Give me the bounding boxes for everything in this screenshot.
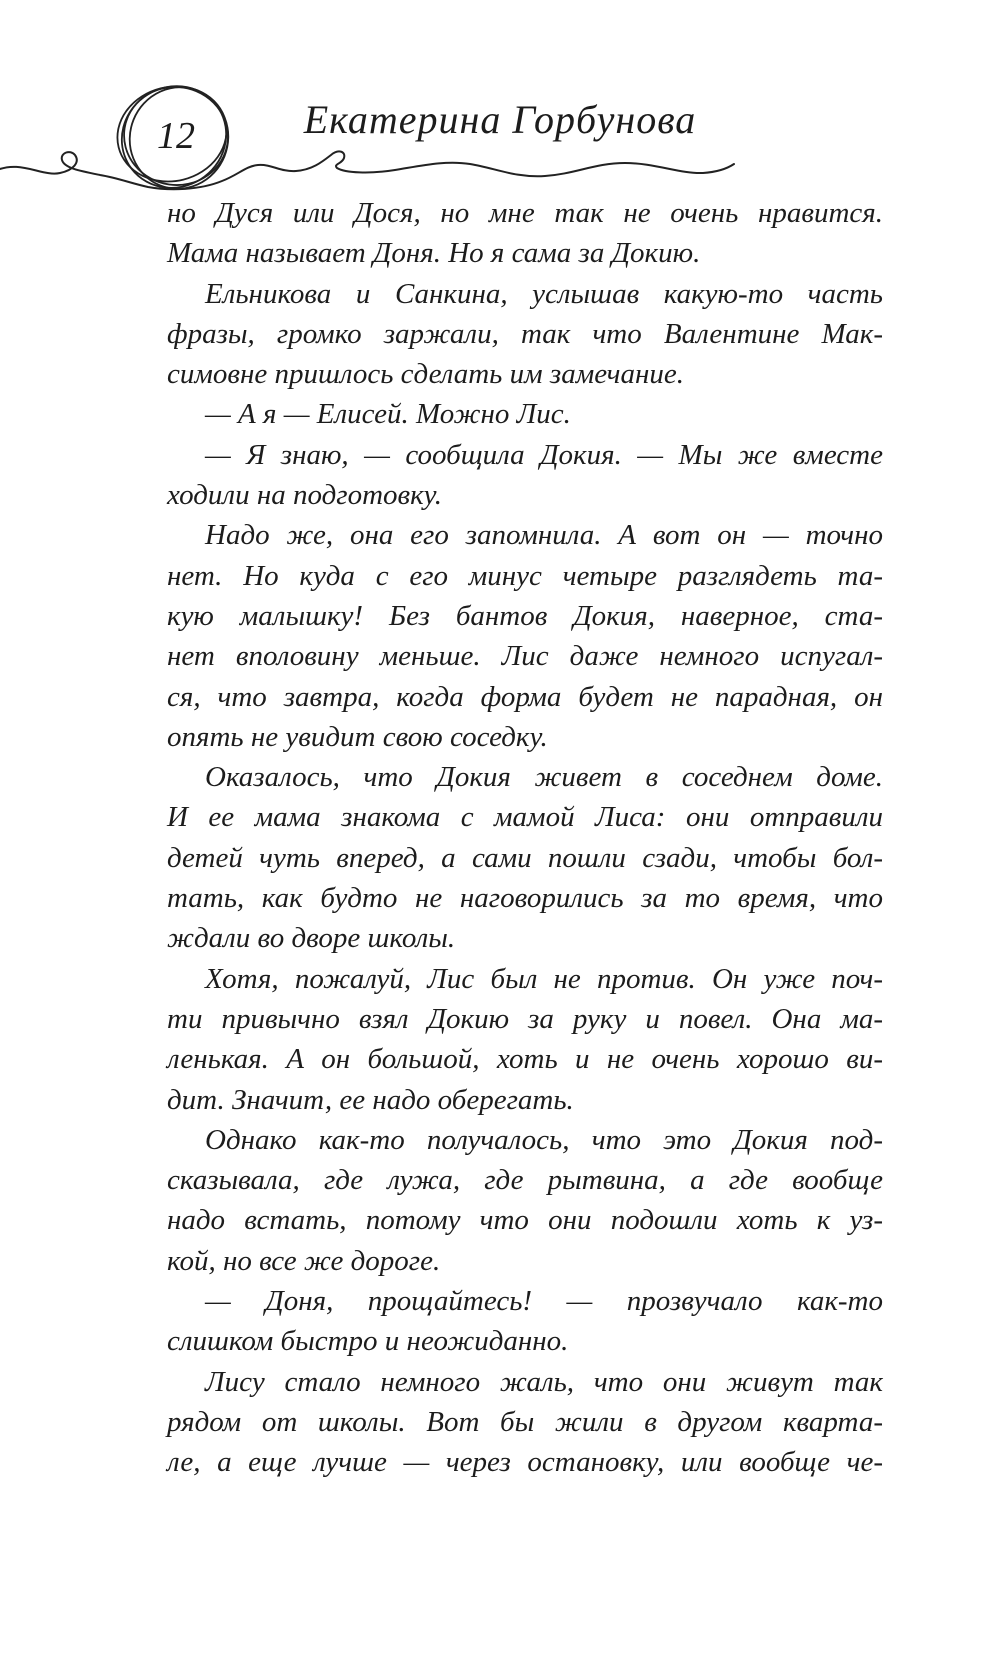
text-line: ся, что завтра, когда форма будет не парадная, он — [167, 680, 883, 713]
text-line: детей чуть вперед, а сами пошли сзади, чтобы бол- — [167, 841, 883, 874]
text-line: Лису стало немного жаль, что они живут так — [205, 1365, 883, 1398]
author-name: Екатерина Горбунова — [303, 97, 697, 142]
text-line: сказывала, где лужа, где рытвина, а где вообще — [167, 1164, 883, 1197]
text-line: рядом от школы. Вот бы жили в другом кварта- — [167, 1405, 883, 1438]
text-line: ти привычно взял Докию за руку и повел. Она ма- — [167, 1002, 883, 1035]
text-line: — А я — Елисей. Можно Лис. — [205, 398, 571, 431]
text-line: Мама называет Доня. Но я сама за Докию. — [167, 237, 701, 270]
page-number: 12 — [157, 115, 195, 157]
text-line: Однако как-то получалось, что это Докия под- — [205, 1123, 883, 1156]
text-line: ле, а еще лучше — через остановку, или вообще че- — [167, 1446, 883, 1479]
text-line: слишком быстро и неожиданно. — [167, 1325, 569, 1358]
text-line: — Я знаю, — сообщила Докия. — Мы же вместе — [205, 438, 883, 471]
text-line: ждали во дворе школы. — [167, 922, 456, 955]
text-line: нет вполовину меньше. Лис даже немного испугал- — [167, 640, 883, 673]
text-line: опять не увидит свою соседку. — [167, 720, 548, 753]
text-line: симовне пришлось сделать им замечание. — [167, 358, 685, 391]
text-line: но Дуся или Дося, но мне так не очень нравится. — [167, 197, 883, 229]
text-line: Хотя, пожалуй, Лис был не против. Он уже поч- — [205, 962, 883, 995]
text-line: Оказалось, что Докия живет в соседнем доме. — [205, 761, 883, 794]
text-line: тать, как будто не наговорились за то время, что — [167, 882, 883, 915]
text-line: надо встать, потому что они подошли хоть к уз- — [167, 1204, 883, 1237]
text-line: И ее мама знакома с мамой Лиса: они отправили — [167, 801, 883, 834]
wavy-line-ornament — [0, 151, 734, 189]
text-line: нет. Но куда с его минус четыре разглядеть та- — [167, 559, 883, 592]
body-text — [167, 193, 883, 1483]
text-line: Надо же, она его запомнила. А вот он — точно — [205, 519, 883, 552]
text-line: — Доня, прощайтесь! — прозвучало как-то — [205, 1285, 883, 1318]
text-line: кую малышку! Без бантов Докия, наверное, ста- — [167, 599, 883, 632]
text-line: ходили на подготовку. — [167, 479, 442, 512]
text-line: фразы, громко заржали, так что Валентине Мак- — [167, 317, 883, 350]
text-line: ленькая. А он большой, хоть и не очень хорошо ви- — [167, 1043, 883, 1076]
text-line: Ельникова и Санкина, услышав какую-то часть — [205, 277, 883, 310]
text-line: кой, но все же дороге. — [167, 1244, 441, 1277]
text-line: дит. Значит, ее надо оберегать. — [167, 1083, 574, 1116]
